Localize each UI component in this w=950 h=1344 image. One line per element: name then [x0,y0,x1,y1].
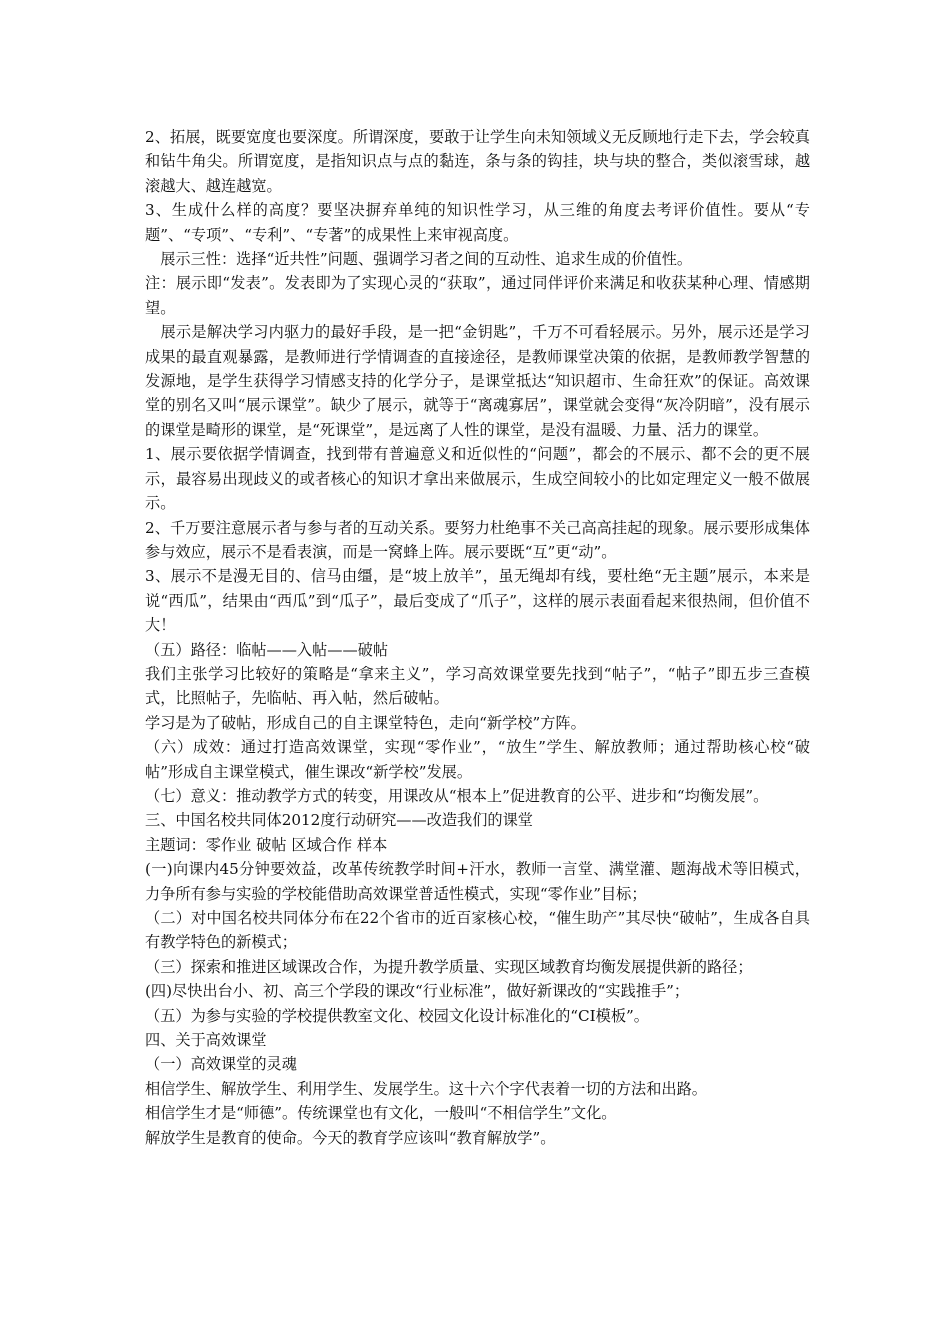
paragraph-results: （六）成效：通过打造高效课堂，实现“零作业”，“放生”学生、解放教师；通过帮助核心校“破帖”形成自主课堂模式，催生课改“新学校”发展。 [145,738,810,781]
paragraph-display-importance: 展示是解决学习内驱力的最好手段，是一把“金钥匙”，千万不可看轻展示。另外，展示还是学习成果的最直观暴露，是教师进行学情调查的直接途径，是教师课堂决策的依据，是教师教学智慧的发源地，是学生获得学习情感支持的化学分子，是课堂抵达“知识超市、生命狂欢”的保证。高效课堂的别名又叫“展示课堂”。缺少了展示，就等于“离魂寡居”，课堂就会变得“灰冷阴暗”，没有展示的课堂是畸形的课堂，是“死课堂”，是远离了人性的课堂，是没有温暖、力量、活力的课堂。 [145,323,810,439]
paragraph-expand-depth-width: 2、拓展，既要宽度也要深度。所谓深度，要敢于让学生向未知领域义无反顾地行走下去，学会较真和钻牛角尖。所谓宽度，是指知识点与点的黏连，条与条的钩挂，块与块的整合，类似滚雪球，越滚越大、越连越宽。 [145,128,810,195]
paragraph-trust-students: 相信学生、解放学生、利用学生、发展学生。这十六个字代表着一切的方法和出路。 [145,1079,707,1098]
paragraph-note-publish: 注：展示即“发表”。发表即为了实现心灵的“获取”，通过同伴评价来满足和收获某种心理、情感期望。 [145,274,810,317]
paragraph-three-properties: 展示三性：选择“近共性”问题、强调学习者之间的互动性、追求生成的价值性。 [145,250,693,269]
paragraph-item-one: (一)向课内45分钟要效益，改革传统教学时间+汗水，教师一言堂、满堂灌、题海战术等旧模式，力争所有参与实验的学校能借助高效课堂普适性模式，实现“零作业”目标； [145,860,810,903]
heading-section-three: 三、中国名校共同体2012度行动研究——改造我们的课堂 [145,811,533,830]
paragraph-significance: （七）意义：推动教学方式的转变，用课改从“根本上”促进教育的公平、进步和“均衡发展”。 [145,786,769,805]
paragraph-display-point-1: 1、展示要依据学情调查，找到带有普遍意义和近似性的“问题”，都会的不展示、都不会的更不展示，最容易出现歧义的或者核心的知识才拿出来做展示，生成空间较小的比如定理定义一般不做展示。 [145,445,810,513]
heading-path: （五）路径：临帖——入帖——破帖 [145,640,388,659]
paragraph-take-strategy: 我们主张学习比较好的策略是“拿来主义”，学习高效课堂要先找到“帖子”，“帖子”即五步三查模式，比照帖子，先临帖、再入帖，然后破帖。 [145,664,810,708]
paragraph-item-three: （三）探索和推进区域课改合作，为提升教学质量、实现区域教育均衡发展提供新的路径； [145,957,753,976]
paragraph-keywords: 主题词：零作业 破帖 区域合作 样本 [145,835,388,854]
paragraph-display-point-2: 2、千万要注意展示者与参与者的互动关系。要努力杜绝事不关己高高挂起的现象。展示要形成集体参与效应，展示不是看表演，而是一窝蜂上阵。展示要既“互”更“动”。 [145,518,810,561]
document-body [145,125,810,1150]
paragraph-item-two: （二）对中国名校共同体分布在22个省市的近百家核心校，“催生助产”其尽快“破帖”，生成各自具有教学特色的新模式； [145,909,810,952]
paragraph-break-template: 学习是为了破帖，形成自己的自主课堂特色，走向“新学校”方阵。 [145,713,586,732]
paragraph-display-point-3: 3、展示不是漫无目的、信马由缰，是“坡上放羊”，虽无绳却有线，要杜绝“无主题”展示，本来是说“西瓜”，结果由“西瓜”到“瓜子”，最后变成了“爪子”，这样的展示表面看起来很热闹，但价值不大！ [145,567,810,635]
paragraph-liberation: 解放学生是教育的使命。今天的教育学应该叫“教育解放学”。 [145,1128,556,1147]
heading-section-four: 四、关于高效课堂 [145,1031,267,1050]
paragraph-item-four: (四)尽快出台小、初、高三个学段的课改“行业标准”，做好新课改的“实践推手”； [145,982,690,1001]
paragraph-height-generation: 3、生成什么样的高度？要坚决摒弃单纯的知识性学习，从三维的角度去考评价值性。要从“专题”、“专项”、“专利”、“专著”的成果性上来审视高度。 [145,201,810,244]
paragraph-teacher-ethics: 相信学生才是“师德”。传统课堂也有文化，一般叫“不相信学生”文化。 [145,1104,617,1123]
heading-soul: （一）高效课堂的灵魂 [145,1055,297,1074]
paragraph-item-five: （五）为参与实验的学校提供教室文化、校园文化设计标准化的“CI模板”。 [145,1006,649,1025]
